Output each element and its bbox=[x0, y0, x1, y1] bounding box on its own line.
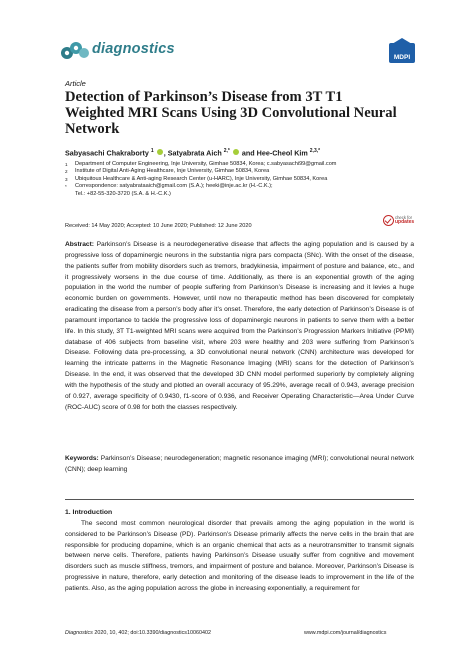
footer-url[interactable]: www.mdpi.com/journal/diagnostics bbox=[304, 630, 387, 636]
publication-dates: Received: 14 May 2020; Accepted: 10 June 2020; Published: 12 June 2020 bbox=[65, 223, 252, 229]
author-list bbox=[65, 148, 320, 157]
affiliation-mark: * bbox=[65, 184, 67, 190]
author-affil-mark: 2,3,* bbox=[309, 148, 321, 154]
author-name[interactable]: Sabyasachi Chakraborty bbox=[65, 148, 149, 158]
affiliation-mark bbox=[65, 191, 75, 198]
abstract bbox=[65, 240, 414, 414]
affiliation-item bbox=[65, 176, 405, 183]
keywords-text: Parkinson’s Disease; neurodegeneration; magnetic resonance imaging (MRI); convolutional neural network (CNN); deep learning bbox=[65, 455, 414, 473]
check-icon bbox=[383, 215, 394, 226]
footer-citation bbox=[65, 630, 211, 636]
orcid-icon[interactable] bbox=[233, 149, 239, 155]
affiliation-list bbox=[65, 161, 405, 198]
author-separator: , bbox=[163, 148, 168, 158]
author-separator: and bbox=[239, 148, 257, 158]
affiliation-text: Department of Computer Engineering, Inje University, Gimhae 50834, Korea; c.sabyasachi99@gmail.com bbox=[75, 161, 337, 167]
check-line-2: updates bbox=[395, 219, 415, 225]
author-affil-mark: 2,* bbox=[223, 148, 230, 154]
affiliation-text: Institute of Digital Anti-Aging Healthcare, Inje University, Gimhae 50834, Korea bbox=[75, 168, 270, 175]
affiliation-item bbox=[65, 161, 405, 168]
check-line-1: check for bbox=[395, 215, 412, 220]
author-name[interactable]: Hee-Cheol Kim bbox=[256, 148, 308, 158]
author-affil-mark: 1 bbox=[150, 148, 154, 154]
keywords bbox=[65, 454, 414, 475]
abstract-text: Parkinson’s Disease is a neurodegenerative disease that affects the aging population and is caused by a progressive loss of dopaminergic neurons in the substantia nigra pars compacta (SNc). With the onset of the disease, the patients suffer from mobility disorders such as tremors, bradykinesia, impairment of posture and balance, etc., and it progressively worsens in the due course of time. Additionally, as there is an exponential growth of the aging population in the world the number of people suffering from Parkinson’s Disease is increasing and it levies a huge economic burden on governments. However, until now no therapeutic method has been discovered for completely eradicating the disease from a person’s body after it’s onset. Therefore, the early detection of Parkinson’s Disease is of paramount importance to tackle the progressive loss of dopaminergic neurons in patients to serve them with a better life. In this study, 3T T1-weighted MRI scans were acquired from the Parkinson’s Progression Markers Initiative (PPMI) database of 406 subjects from baseline visit, where 203 were healthy and 203 were suffering from Parkinson’s Disease. Following data pre-processing, a 3D convolutional neural network (CNN) architecture was developed for learning the intricate patterns in the Magnetic Resonance Imaging (MRI) scans for the detection of Parkinson’s Disease. In the end, it was observed that the developed 3D CNN model performed superiorly by completely aligning with the hypothesis of the study and plotted an overall accuracy of 95.29%, average recall of 0.943, average precision of 0.927, average specificity of 0.9430, f1-score of 0.936, and Receiver Operating Characteristic—Area Under Curve (ROC-AUC) score of 0.98 for both the classes respectively. bbox=[65, 241, 414, 411]
check-for-updates-button[interactable] bbox=[383, 212, 413, 234]
affiliation-item bbox=[65, 168, 405, 175]
article-type: Article bbox=[65, 79, 86, 88]
author-name[interactable]: Satyabrata Aich bbox=[167, 148, 222, 158]
section-divider bbox=[65, 499, 414, 500]
correspondence-phone bbox=[65, 191, 405, 198]
footer-citation-text[interactable]: 2020, 10, 402; doi:10.3390/diagnostics10060402 bbox=[94, 630, 211, 636]
affiliation-text: Ubiquitous Healthcare & Anti-aging Research Center (u-HARC), Inje University, Gimhae 50834, Korea bbox=[75, 175, 328, 182]
footer-journal: Diagnostics bbox=[65, 630, 93, 636]
article-title: Detection of Parkinson’s Disease from 3T T1 Weighted MRI Scans Using 3D Convolutional Neural Network bbox=[65, 89, 397, 137]
affiliation-mark: 2 bbox=[65, 169, 68, 175]
affiliation-mark: 3 bbox=[65, 176, 68, 182]
phone-text: Tel.: +82-55-320-3720 (S.A. & H.-C.K.) bbox=[75, 190, 171, 197]
correspondence-item bbox=[65, 183, 405, 190]
journal-logo-icon bbox=[60, 39, 90, 61]
introduction-text: The second most common neurological disorder that prevails among the aging population in the world is considered to be Parkinson’s Disease (PD). Parkinson’s Disease primarily affects the nerve cells in the brain that are responsible for producing dopamine, which is an organic chemical that acts as a neurotransmitter to transmit signals between nerve cells. Therefore, patients having Parkinson’s Disease usually suffer from cognitive and movement disorders such as muscle stiffness, tremors, and impairment of posture and balance. Moreover, Parkinson’s Disease is progressive in nature, therefore, early detection and monitoring of the disease leads to improvement in the life of the patients. Also, as the aging population across the globe in increasing exponentially, a requirement for bbox=[65, 520, 414, 592]
journal-name: diagnostics bbox=[92, 41, 175, 57]
affiliation-mark: 1 bbox=[65, 162, 68, 167]
keywords-label: Keywords: bbox=[65, 455, 99, 462]
orcid-icon[interactable] bbox=[157, 149, 163, 155]
mdpi-logo-icon bbox=[389, 43, 415, 63]
section-heading: 1. Introduction bbox=[65, 509, 113, 516]
publisher-name: MDPI bbox=[393, 54, 411, 61]
correspondence-text[interactable]: Correspondence: satyabrataaich@gmail.com (S.A.); heeki@inje.ac.kr (H.-C.K.); bbox=[75, 183, 273, 190]
check-for-updates-label bbox=[395, 215, 414, 225]
abstract-label: Abstract: bbox=[65, 241, 95, 248]
